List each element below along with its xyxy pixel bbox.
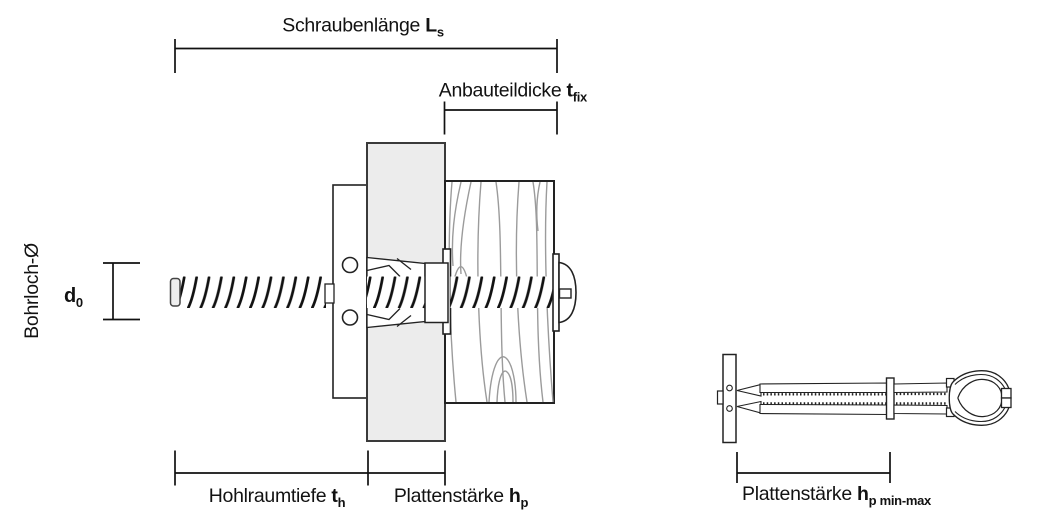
main-section-view — [171, 143, 577, 441]
label-drill-hole-diameter: Bohrloch-Ø — [21, 243, 43, 339]
side-arm-tip-bottom — [737, 402, 761, 414]
screw-head-slot — [560, 289, 572, 298]
wire-end-top — [1002, 389, 1012, 399]
dimension-plate-range — [737, 452, 890, 483]
side-arms-rear — [894, 383, 947, 414]
label-plate-thickness-range: Plattenstärke $h_{p min-max}$ — [742, 483, 931, 508]
rod-end-cap — [171, 279, 181, 307]
label-screw-length: Schraubenlänge $L_s$ — [282, 14, 444, 40]
side-arm-bottom — [760, 405, 888, 415]
wire-loop — [949, 371, 1011, 426]
side-arms — [737, 383, 888, 415]
anchor-flange-plate — [333, 185, 367, 398]
side-arm-top — [760, 383, 888, 393]
side-flange-hole-top — [727, 385, 733, 391]
side-flange-hole-bottom — [727, 406, 733, 412]
thread-in-wood — [451, 277, 555, 309]
dimension-drill-diameter — [103, 263, 140, 320]
label-cavity-depth: Hohlraumtiefe $t_h$ — [208, 485, 346, 510]
anchor-side-view — [718, 355, 1012, 443]
label-d0: $d_0$ — [64, 285, 83, 310]
label-plate-thickness: Plattenstärke $h_p$ — [393, 485, 529, 510]
label-attachment-thickness: Anbauteildicke $t_{fix}$ — [438, 79, 587, 105]
side-arm-tip-top — [737, 385, 761, 397]
flange-hole-top — [343, 258, 358, 273]
flange-hole-bottom — [343, 310, 358, 325]
wire-end-bottom — [1002, 398, 1012, 408]
dimension-cavity-and-plate — [175, 451, 445, 486]
side-flange-plate — [723, 355, 736, 443]
side-collar — [887, 378, 895, 419]
dimension-attachment-thickness — [445, 102, 558, 135]
side-flange-tab — [718, 391, 724, 404]
dimension-screw-length — [175, 39, 557, 73]
threaded-rod — [171, 277, 335, 309]
anchor-body-block — [425, 263, 448, 323]
rod-shank — [325, 284, 334, 303]
washer — [553, 254, 559, 331]
